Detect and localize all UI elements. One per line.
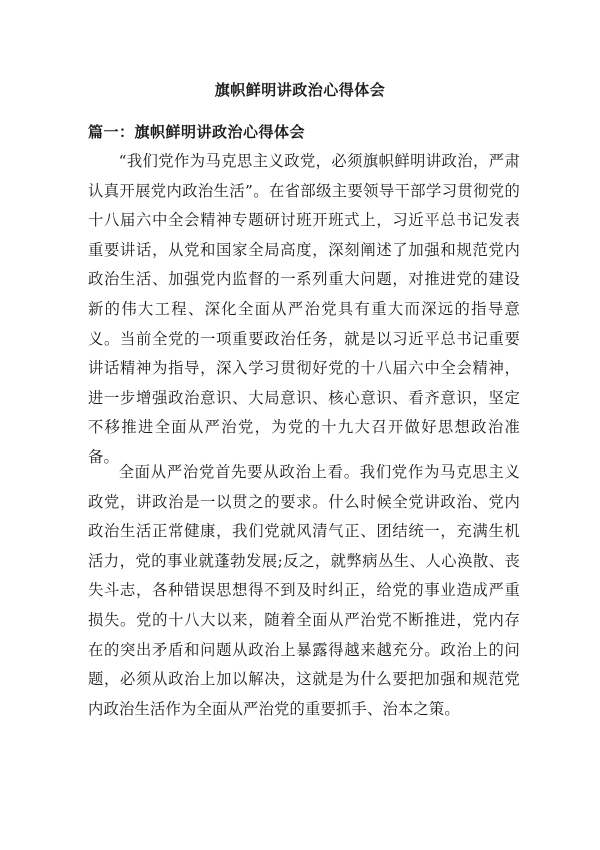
body-paragraph: 全面从严治党首先要从政治上看。我们党作为马克思主义政党，讲政治是一以贯之的要求。什么时候全党讲政治、党内政治生活正常健康，我们党就风清气正、团结统一，充满生机活力，党的事业就蓬勃发展;反之，就弊病丛生、人心涣散、丧失斗志，各种错误思想得不到及时纠正，给党的事业造成严重损失。党的十八大以来，随着全面从严治党不断推进，党内存在的突出矛盾和问题从政治上暴露得越来越充分。政治上的问题，必须从政治上加以解决，这就是为什么要把加强和规范党内政治生活作为全面从严治党的重要抓手、治本之策。 [88, 463, 520, 718]
section-heading: 篇一：旗帜鲜明讲政治心得体会 [88, 123, 306, 141]
document-title: 旗帜鲜明讲政治心得体会 [214, 81, 386, 99]
body-paragraph: “我们党作为马克思主义政党，必须旗帜鲜明讲政治，严肃认真开展党内政治生活”。在省部级主要领导干部学习贯彻党的十八届六中全会精神专题研讨班开班式上，习近平总书记发表重要讲话，从党和国家全局高度，深刻阐述了加强和规范党内政治生活、加强党内监督的一系列重大问题，对推进党的建设新的伟大工程、深化全面从严治党具有重大而深远的指导意义。当前全党的一项重要政治任务，就是以习近平总书记重要讲话精神为指导，深入学习贯彻好党的十八届六中全会精神，进一步增强政治意识、大局意识、核心意识、看齐意识，坚定不移推进全面从严治党，为党的十九大召开做好思想政治准备。 [88, 152, 520, 466]
